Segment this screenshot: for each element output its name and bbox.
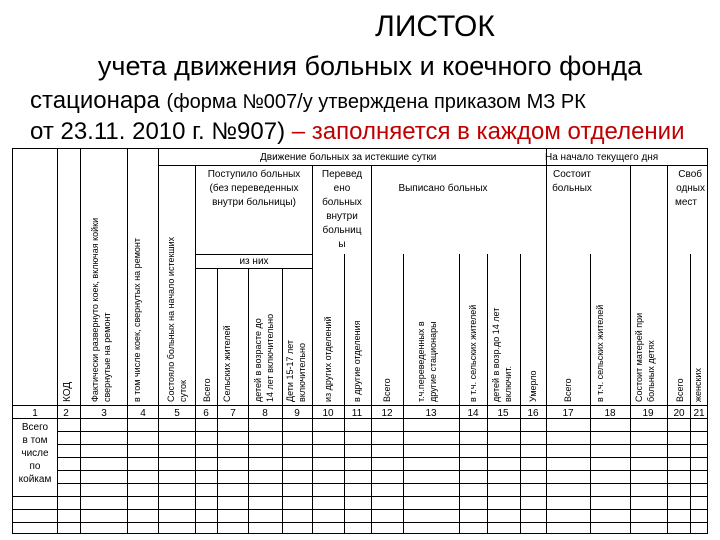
header-transferred: внутри <box>326 211 358 222</box>
column-number: 6 <box>203 408 209 419</box>
form-description-note: (форма №007/у утверждена приказом МЗ РК <box>166 91 586 113</box>
header-patients-start: суток <box>178 380 188 402</box>
header-transferred-hospitals: другие стационары <box>428 321 438 402</box>
header-admitted: Поступило больных <box>207 169 301 180</box>
row-label: в том <box>22 435 48 446</box>
header-from-departments: из других отделений <box>323 316 333 402</box>
header-mothers: больных детях <box>646 340 656 402</box>
header-free-beds: мест <box>674 197 697 208</box>
column-number: 10 <box>322 408 334 419</box>
header-code: КОД <box>62 381 73 402</box>
column-number: 9 <box>294 408 300 419</box>
column-number: 21 <box>693 408 705 419</box>
row-label: Всего <box>21 422 49 433</box>
header-discharged-rural: в т.ч. сельских жителей <box>468 304 478 402</box>
header-admitted-children: детей в возрасте до <box>253 318 263 402</box>
column-number: 8 <box>262 408 268 419</box>
header-transferred: Перевед <box>321 169 363 180</box>
header-patients-start: Состояло больных на начало истекших <box>166 236 176 402</box>
header-transferred: ено <box>333 183 351 194</box>
header-free-beds: одных <box>676 183 705 194</box>
header-current-rural: в т.ч. сельских жителей <box>595 304 605 402</box>
header-admitted-rural: Сельских жителей <box>222 325 232 402</box>
header-consists: Состоит <box>553 169 591 180</box>
header-beds-repair: в том числе коек, свернутых на ремонт <box>132 238 142 402</box>
header-consists: больных <box>552 183 592 194</box>
form-order-note: – заполняется в каждом отделении <box>291 118 685 145</box>
column-number: 13 <box>425 408 437 419</box>
row-label: по <box>29 461 41 472</box>
header-admitted: внутри больницы) <box>212 197 296 208</box>
group-header-movement: Движение больных за истекшие сутки <box>260 152 437 163</box>
header-current-total: Всего <box>563 378 573 402</box>
header-admitted-teens: Дети 15-17 лет <box>285 339 295 402</box>
row-label: койкам <box>18 474 52 485</box>
form-description-main: стационара <box>30 87 167 114</box>
column-number: 19 <box>642 408 654 419</box>
column-number: 14 <box>467 408 479 419</box>
header-discharged-children: включит. <box>503 366 513 402</box>
group-header-current: На начало текущего дня <box>545 152 659 163</box>
column-number: 3 <box>101 408 107 419</box>
form-order-main: от 23.11. 2010 г. №907) <box>30 118 292 145</box>
header-of-them: из них <box>239 256 269 267</box>
header-transferred: ы <box>338 239 346 250</box>
column-number: 7 <box>230 408 236 419</box>
header-transferred: больных <box>322 197 362 208</box>
header-deployed-beds: свернутые на ремонт <box>102 312 112 402</box>
column-number: 2 <box>63 408 69 419</box>
header-to-departments: в другие отделения <box>352 320 362 402</box>
column-number: 4 <box>140 408 146 419</box>
row-label: числе <box>21 448 49 459</box>
header-died: Умерло <box>528 370 538 402</box>
header-transferred: больниц <box>322 225 362 236</box>
column-number: 20 <box>673 408 685 419</box>
header-discharged-children: детей в возр.до 14 лет <box>491 307 501 402</box>
header-transferred-hospitals: т.ч.переведенных в <box>416 321 426 402</box>
column-number: 5 <box>174 408 180 419</box>
header-admitted-children: 14 лет включительно <box>265 313 275 402</box>
header-free-women: женских <box>693 368 703 402</box>
header-discharged: Выписано больных <box>398 183 488 194</box>
column-number: 16 <box>527 408 539 419</box>
header-free-total: Всего <box>675 378 685 402</box>
page-title: ЛИСТОК <box>375 10 495 43</box>
header-mothers: Состоит матерей при <box>634 312 644 402</box>
header-discharged-total: Всего <box>382 378 392 402</box>
column-number: 12 <box>381 408 393 419</box>
column-number: 18 <box>604 408 616 419</box>
header-admitted-total: Всего <box>202 378 212 402</box>
header-free-beds: Своб <box>678 169 702 180</box>
header-admitted-teens: включительно <box>297 343 307 402</box>
column-number: 1 <box>32 408 38 419</box>
page-subtitle: учета движения больных и коечного фонда <box>97 51 643 81</box>
column-number: 11 <box>351 408 363 419</box>
header-deployed-beds: Фактически развернуто коек, включая койки <box>90 217 100 402</box>
column-number: 17 <box>562 408 574 419</box>
column-number: 15 <box>497 408 509 419</box>
header-admitted: (без переведенных <box>209 183 299 194</box>
